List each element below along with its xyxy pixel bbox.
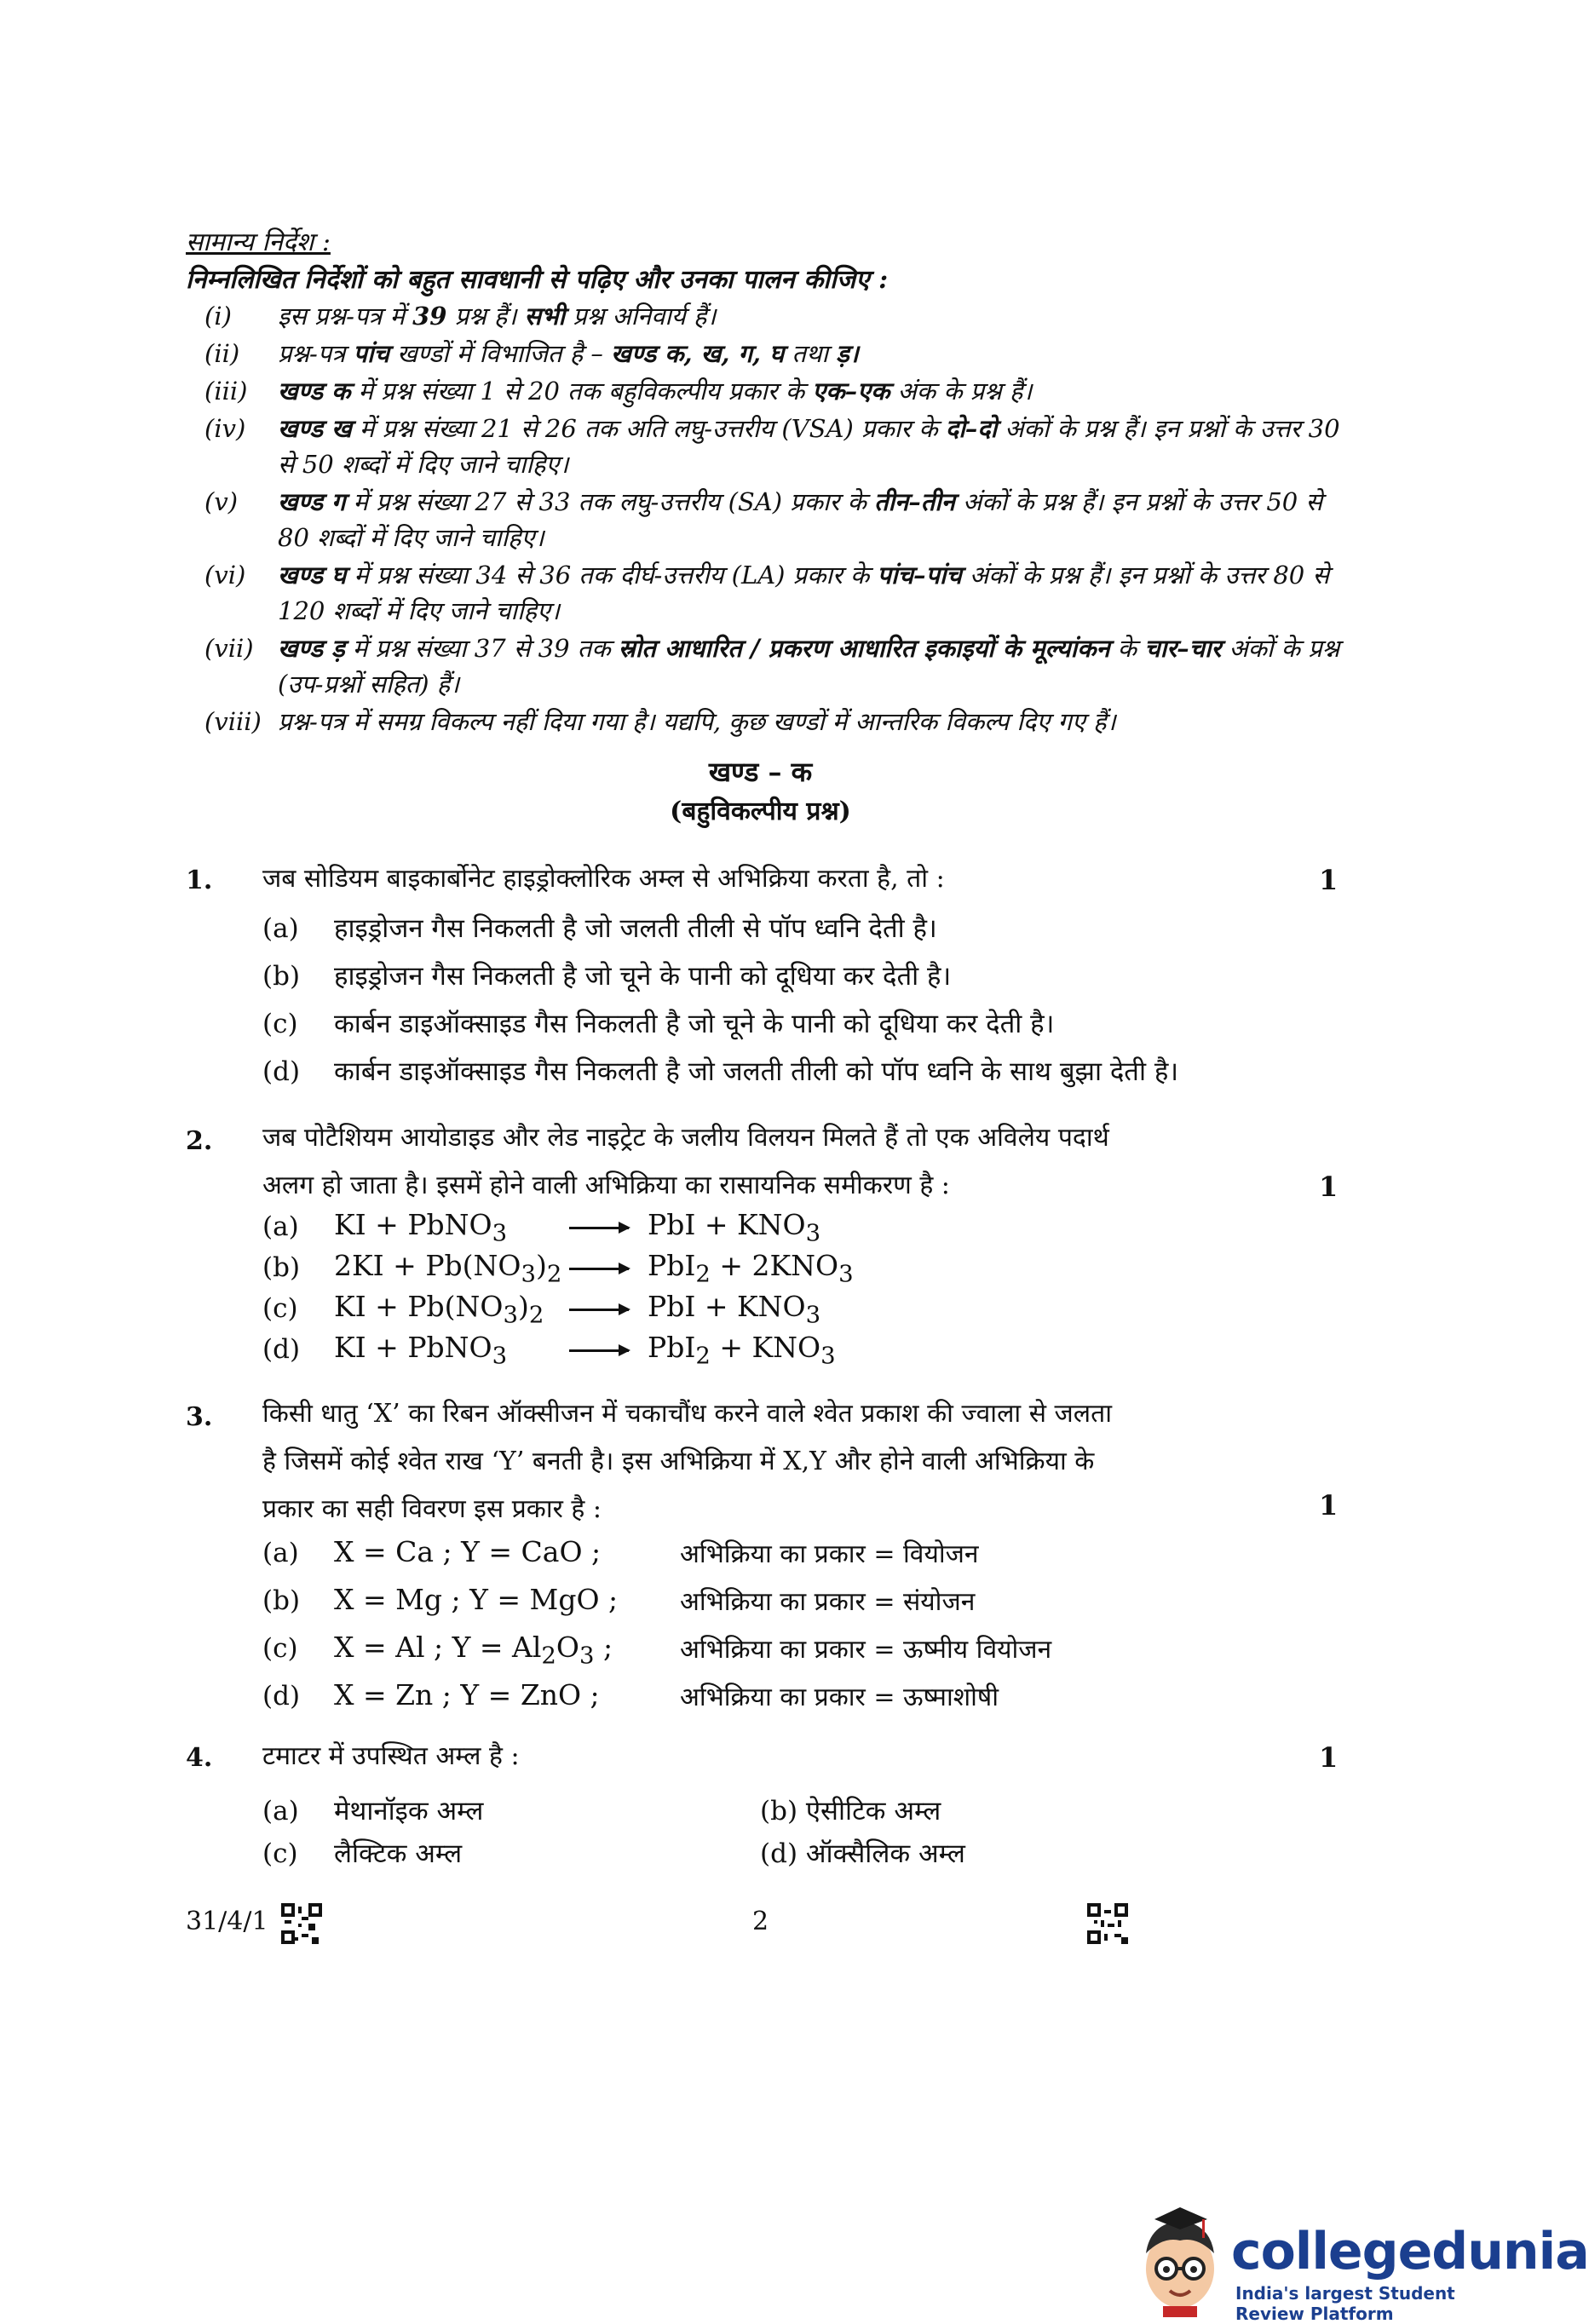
option-label: (c) bbox=[262, 1293, 298, 1324]
option bbox=[760, 1835, 965, 1871]
option-label: (b) bbox=[262, 961, 301, 992]
option-label: (d) bbox=[262, 1681, 301, 1711]
instruction-num: (ii) bbox=[204, 339, 240, 368]
option-xy: X = Zn ; Y = ZnO ; bbox=[334, 1678, 600, 1711]
equation-lhs: KI + $Pb(NO_3)_2$ bbox=[334, 1290, 544, 1329]
section-title: खण्ड – क bbox=[708, 756, 813, 788]
question-text-line: अलग हो जाता है। इसमें होने वाली अभिक्रिया का रासायनिक समीकरण है : bbox=[262, 1171, 950, 1200]
option bbox=[262, 910, 937, 946]
option bbox=[262, 1678, 600, 1711]
instruction-num: (vi) bbox=[204, 561, 246, 590]
instruction-text: प्रश्न-पत्र पांच खण्डों में विभाजित है – खण्ड क, ख, ग, घ तथा ड़। bbox=[278, 339, 859, 368]
instruction-item bbox=[204, 411, 1346, 482]
option bbox=[262, 1211, 334, 1242]
equation-rhs: $PbI_2 + 2KNO_3$ bbox=[648, 1249, 854, 1288]
option-label: (a) bbox=[262, 913, 299, 944]
option bbox=[262, 1053, 1178, 1089]
option-text: कार्बन डाइऑक्साइड गैस निकलती है जो चूने के पानी को दूधिया कर देती है। bbox=[334, 1009, 1055, 1039]
option bbox=[262, 1835, 462, 1871]
option bbox=[262, 1005, 1054, 1041]
brand-tagline: India's largest Student Review Platform bbox=[1235, 2283, 1455, 2324]
question-text-line: प्रकार का सही विवरण इस प्रकार है : bbox=[262, 1494, 602, 1524]
question-marks: 1 bbox=[1319, 1741, 1339, 1774]
option-label: (b) bbox=[262, 1252, 301, 1283]
option-text: कार्बन डाइऑक्साइड गैस निकलती है जो जलती तीली को पॉप ध्वनि के साथ बुझा देती है। bbox=[334, 1056, 1179, 1087]
option-label: (a) bbox=[262, 1211, 299, 1242]
instruction-item bbox=[204, 630, 1346, 702]
option-label: (c) bbox=[262, 1633, 298, 1664]
reaction-arrow-icon bbox=[569, 1268, 629, 1270]
instruction-num: (v) bbox=[204, 487, 239, 516]
option bbox=[262, 1535, 601, 1568]
option bbox=[760, 1792, 941, 1828]
option-label: (a) bbox=[262, 1538, 299, 1568]
reaction-type: अभिक्रिया का प्रकार = संयोजन bbox=[680, 1587, 976, 1617]
instruction-text: खण्ड ग में प्रश्न संख्या 27 से 33 तक लघु-उत्तरीय (SA) प्रकार के तीन–तीन अंकों के प्रश्न हैं। इन प्रश्नों के उत्तर 50 से 80 शब्दों में दिए जाने चाहिए। bbox=[278, 487, 1323, 552]
question-text: टमाटर में उपस्थित अम्ल है : bbox=[262, 1741, 520, 1771]
question-text: जब सोडियम बाइकार्बोनेट हाइड्रोक्लोरिक अम्ल से अभिक्रिया करता है, तो : bbox=[262, 864, 945, 894]
equation-lhs: $2KI + Pb(NO_3)_2$ bbox=[334, 1249, 562, 1288]
option-text: हाइड्रोजन गैस निकलती है जो जलती तीली से पॉप ध्वनि देती है। bbox=[334, 913, 937, 944]
question-text-line: है जिसमें कोई श्वेत राख ‘Y’ बनती है। इस अभिक्रिया में X,Y और होने वाली अभिक्रिया के bbox=[262, 1447, 1095, 1476]
page-number: 2 bbox=[751, 1907, 769, 1936]
question-marks: 1 bbox=[1319, 1489, 1339, 1522]
option-label: (b) bbox=[760, 1796, 798, 1826]
option bbox=[262, 1334, 334, 1365]
general-instructions-subheading: निम्नलिखित निर्देशों को बहुत सावधानी से पढ़िए और उनका पालन कीजिए : bbox=[186, 265, 889, 295]
reaction-type: अभिक्रिया का प्रकार = वियोजन bbox=[680, 1539, 979, 1569]
instruction-text: खण्ड घ में प्रश्न संख्या 34 से 36 तक दीर्घ-उत्तरीय (LA) प्रकार के पांच–पांच अंकों के प्रश्न हैं। इन प्रश्नों के उत्तर 80 से 120 शब्दों में दिए जाने चाहिए। bbox=[278, 561, 1330, 625]
question-text-line: किसी धातु ‘X’ का रिबन ऑक्सीजन में चकाचौंध करने वाले श्वेत प्रकाश की ज्वाला से जलता bbox=[262, 1399, 1113, 1429]
equation-rhs: PbI + $KNO_3$ bbox=[648, 1290, 821, 1329]
option-label: (b) bbox=[262, 1585, 301, 1616]
instruction-item bbox=[204, 373, 1346, 409]
question-number: 3. bbox=[186, 1402, 213, 1432]
option bbox=[262, 958, 951, 993]
option-text: ऐसीटिक अम्ल bbox=[805, 1796, 941, 1826]
option-label: (a) bbox=[262, 1796, 299, 1826]
instruction-num: (vii) bbox=[204, 634, 254, 663]
option-label: (c) bbox=[262, 1838, 298, 1869]
option-xy: X = Ca ; Y = CaO ; bbox=[334, 1535, 602, 1568]
option bbox=[262, 1792, 483, 1828]
reaction-arrow-icon bbox=[569, 1309, 629, 1311]
equation-rhs: PbI + $KNO_3$ bbox=[648, 1208, 821, 1247]
option-label: (d) bbox=[760, 1838, 798, 1869]
general-instructions-heading: सामान्य निर्देश : bbox=[186, 227, 331, 257]
qr-code-icon bbox=[1087, 1903, 1128, 1944]
question-number: 4. bbox=[186, 1743, 213, 1773]
instruction-text: खण्ड ड़ में प्रश्न संख्या 37 से 39 तक स्रोत आधारित / प्रकरण आधारित इकाइयों के मूल्यांकन के चार–चार अंकों के प्रश्न (उप-प्रश्नों सहित) हैं। bbox=[278, 634, 1340, 699]
equation-lhs: KI + PbNO$_3$ bbox=[334, 1208, 508, 1247]
mascot-icon bbox=[1129, 2202, 1231, 2317]
section-subtitle: (बहुविकल्पीय प्रश्न) bbox=[670, 797, 851, 826]
option-text: हाइड्रोजन गैस निकलती है जो चूने के पानी को दूधिया कर देती है। bbox=[334, 961, 952, 992]
option bbox=[262, 1252, 334, 1283]
question-number: 2. bbox=[186, 1126, 213, 1156]
instruction-item bbox=[204, 298, 1346, 334]
option-text: मेथानॉइक अम्ल bbox=[334, 1796, 484, 1826]
option-xy: X = Al ; $Y = Al_2O_3$ ; bbox=[334, 1631, 613, 1670]
equation-lhs: KI + PbNO$_3$ bbox=[334, 1331, 508, 1370]
reaction-arrow-icon bbox=[569, 1227, 629, 1229]
paper-code: 31/4/1 bbox=[186, 1907, 268, 1936]
option bbox=[262, 1293, 334, 1324]
option-label: (d) bbox=[262, 1056, 301, 1087]
reaction-type: अभिक्रिया का प्रकार = ऊष्मीय वियोजन bbox=[680, 1635, 1052, 1665]
question-text bbox=[262, 1390, 1268, 1533]
instruction-text: खण्ड ख में प्रश्न संख्या 21 से 26 तक अति लघु-उत्तरीय (VSA) प्रकार के दो–दो अंकों के प्रश्न हैं। इन प्रश्नों के उत्तर 30 से 50 शब्दों में दिए जाने चाहिए। bbox=[278, 414, 1340, 479]
option bbox=[262, 1583, 618, 1616]
instruction-text: प्रश्न-पत्र में समग्र विकल्प नहीं दिया गया है। यद्यपि, कुछ खण्डों में आन्तरिक विकल्प दिए गए हैं। bbox=[278, 707, 1116, 736]
question-text bbox=[262, 1114, 1268, 1210]
reaction-type: अभिक्रिया का प्रकार = ऊष्माशोषी bbox=[680, 1683, 999, 1712]
equation-rhs: $PbI_2 + KNO_3$ bbox=[648, 1331, 836, 1370]
question-marks: 1 bbox=[1319, 1171, 1339, 1203]
instruction-text: खण्ड क में प्रश्न संख्या 1 से 20 तक बहुविकल्पीय प्रकार के एक–एक अंक के प्रश्न हैं। bbox=[278, 377, 1033, 406]
reaction-arrow-icon bbox=[569, 1349, 629, 1352]
instruction-item bbox=[204, 336, 1346, 371]
option-xy: X = Mg ; Y = MgO ; bbox=[334, 1583, 619, 1616]
instruction-num: (iii) bbox=[204, 377, 248, 406]
option-text: ऑक्सैलिक अम्ल bbox=[805, 1838, 965, 1869]
question-text-line: जब पोटैशियम आयोडाइड और लेड नाइट्रेट के जलीय विलयन मिलते हैं तो एक अविलेय पदार्थ bbox=[262, 1123, 1109, 1153]
question-number: 1. bbox=[186, 866, 213, 895]
option bbox=[262, 1631, 613, 1670]
brand-logo-text: collegedunia bbox=[1231, 2222, 1589, 2281]
option-label: (c) bbox=[262, 1009, 298, 1039]
option-label: (d) bbox=[262, 1334, 301, 1365]
option-text: लैक्टिक अम्ल bbox=[334, 1838, 463, 1869]
instruction-text: इस प्रश्न-पत्र में 39 प्रश्न हैं। सभी प्रश्न अनिवार्य हैं। bbox=[278, 302, 717, 331]
instruction-num: (viii) bbox=[204, 707, 262, 736]
instruction-num: (i) bbox=[204, 302, 232, 331]
instruction-num: (iv) bbox=[204, 414, 246, 443]
instruction-item bbox=[204, 484, 1346, 555]
instruction-item bbox=[204, 704, 1346, 739]
question-marks: 1 bbox=[1319, 864, 1339, 896]
instruction-item bbox=[204, 557, 1346, 629]
